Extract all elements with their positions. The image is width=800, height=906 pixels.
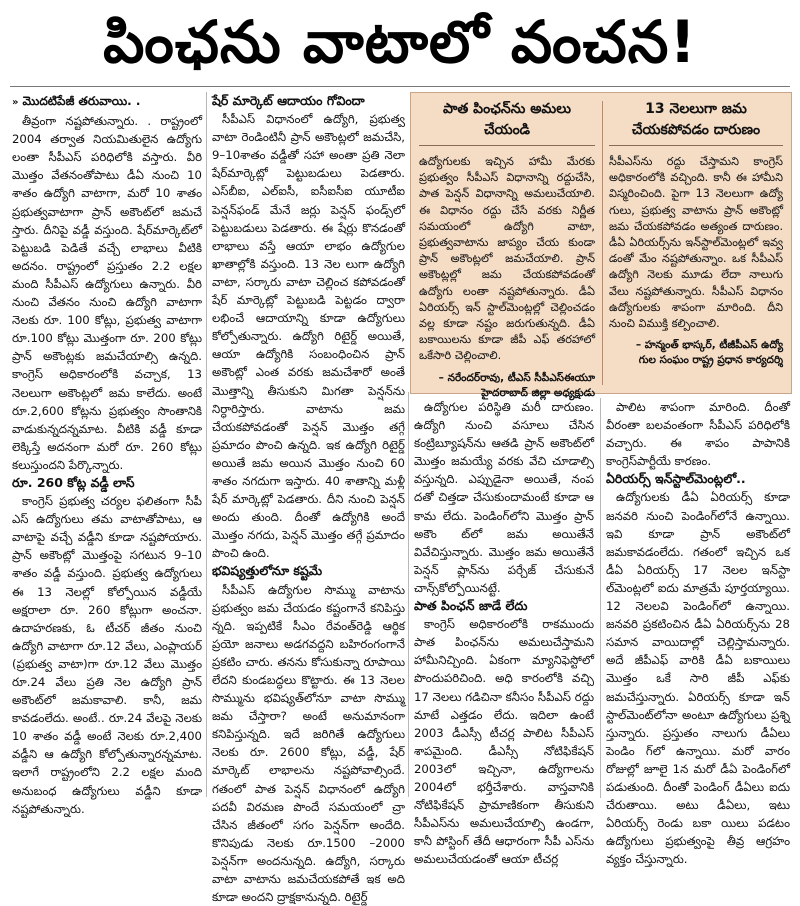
paragraph: తీవ్రంగా నష్టపోతున్నారు. . రాష్ట్రంలో 2004 తర్వాత నియమితులైన ఉద్యోగు లంతా సీపీఎస్ పరిధిలోకి వస్తారు. వీరి మొత్తం వేతనంతోపాటు డీఏ నుంచి 10 శాతం ఉద్యోగి వాటాగా, మరో 10 శాతం ప్రభుత్వవాటాగా ప్రాన్ అకౌంట్‌లో జమచే స్తారు. దీనిపై వడ్డీ వస్తుంది. షేర్‌మార్కెట్‌లో పెట్టుబడి పెడితే వచ్చే లాభాలు వీటికి అదనం. రాష్ట్రంలో ప్రస్తుతం 2.2 లక్షల మంది సీపీఎస్ ఉద్యోగులు ఉన్నారు. వీరి నుంచి వేతనం నుంచి ఉద్యోగి వాటాగా నెలకు రూ. 100 కోట్లు, ప్రభుత్వ వాటాగా రూ.100 కోట్లు మొత్తంగా రూ. 200 కోట్లు ప్రాన్ అకౌంట్లకు జమచేయాల్సి ఉన్నది. కాంగ్రెస్ అధికారంలోకి వచ్చాక, 13 నెలలుగా అకౌంట్లలో జమ కాలేదు. అంటే రూ.2,600 కోట్లను ప్రభుత్వం సొంతానికి వాడుకున్నదన్నమాట. వీటికి వడ్డీ కూడా లెక్కిస్తే అదనంగా మరో రూ. 260 కోట్లు కలుస్తుందని పేర్కొన్నారు.: [12, 114, 202, 472]
paragraph: ఉద్యోగులకు డీఏ ఏరియర్స్ కూడా జనవరి నుంచి పెండింగ్‌లోనే ఉన్నాయి. ఇవి కూడా ప్రాన్ అకౌంట్‌లో జమకావడంలేదు. గతంలో ఇచ్చిన ఒక డీఏ ఏరియర్స్ 17 నెలల ఇన్‌స్టా ల్‌మెంట్లలో ఐదు మాత్రమే పూర్తయ్యాయి. 12 నెలలవి పెండింగ్‌లో ఉన్నాయి. జనవరి ప్రకటించిన డీఏ ఏరియర్స్‌ను 28 సమాన వాయిదాల్లో చెల్లిస్తామన్నారు. అదే జీపీఎఫ్ వారికి డీఏ బకాయిలు మొత్తం ఒకే సారి జీపీ ఎఫ్‌కు జమచేస్తున్నారు. ఏరియర్స్ కూడా ఇన్ స్టాల్‌మెంట్‌లోనా అంటూ ఉద్యోగులు ప్రశ్ని స్తున్నారు. ప్రస్తుతం నాలుగు డీఏలు పెండిం గ్‌లో ఉన్నాయి. మరో వారం రోజుల్లో జూలై 1న మరో డీఏ పెండింగ్‌లో పడుతుంది. దీంతో పెండింగ్ డీఏలు ఐదు చేరుతాయి. అటు డీఏలు, ఇటు ఏరియర్స్ రెండు బకా యిలు పడటం ఉద్యోగులు ప్రభుత్వంపై తీవ్ర ఆగ్రహం వ్యక్తం చేస్తున్నారు.: [606, 490, 790, 867]
quote-text: సీపీఎస్‌ను రద్దు చేస్తామని కాంగ్రెస్ అధికారంలోకి వచ్చింది. కానీ ఈ హామీని విస్మరించింది. పైగా 13 నెలలుగా ఉద్యో గులు, ప్రభుత్వ వాటాను ప్రాన్ అకౌంట్లో జమ చేయకపోవడం అత్యంత దారుణం. డీఏ ఏరియర్స్‌ను ఇన్‌స్టాల్‌మెంట్లలో ఇవ్వ డంతో మేం నష్టపోతున్నాం. ఒక సీపీఎస్ ఉద్యోగి నెలకు మూడు లేదా నాలుగు వేలు నష్టపోతున్నారు. సీపీఎస్ విధానం ఉద్యోగులకు శాపంగా మారింది. దీని నుంచి విముక్తి కల్పించాలి.: [609, 155, 783, 331]
subheading: పాత పింఛన్ జాడే లేదు: [414, 598, 528, 614]
subheading: షేర్ మార్కెట్ ఆదాయం గోవిందా: [212, 93, 365, 108]
quote-signature: – నరేందర్‌రావు, టీఎస్ సీపీఎస్‌ఈయూ: [438, 371, 595, 384]
quote-signature-role: గుల సంఘం రాష్ట్ర ప్రధాన కార్యదర్శి: [638, 354, 783, 367]
column-divider: [408, 392, 409, 797]
paragraph: ఉద్యోగుల పరిస్థితి మరీ దారుణం. ఉద్యోగి నుంచి వసూలు చేసిన కంట్రిబ్యూషన్‌ను ఆతడి ప్రాన్ అకౌంట్‌లో మొత్తం జమయ్యే వరకు వేచి చూడాల్సి వస్తున్నది. ఎప్పుడైనా అయితే, నంప దతో చిత్తడా చేసుకుందామంటే కూడా ఆ కామ లేదు. పెండింగ్‌లోని మొత్తం ప్రాన్ అకౌం ట్‌లో జమ అయితేనే వివేచిస్తున్నారు. మొత్తం జమ అయితేనే పెన్షన్ ప్లాన్‌ను పర్చేజ్ చేసుకునే చాన్స్‌కోల్పోయినట్టే.: [414, 400, 594, 595]
paragraph: కాంగ్రెస్ అధికారంలోకి రాకముందు పాత పింఛన్‌ను అమలుచేస్తామని హామీనిచ్చింది. ఏకంగా మ్యానిఫెస్టోలో పొందుపరిచింది. అధి కారంలోకి వచ్చి 17 నెలలు గడిచినా కనీసం సీపీఎస్ రద్దు మాటే ఎత్తడం లేదు. ఇదిలా ఉంటే 2003 డీఎస్సీ టీచర్ల పాలిట సీపీఎస్ శాపమైంది. డీఎస్సీ నోటిఫికేషన్ 2003లో ఇచ్చినా, ఉద్యోగాలను 2004లో భర్తీచేశారు. వాస్తవానికి నోటిఫికేషన్‌ ప్రామాణికంగా తీసుకుని సీపీఎస్‌ను అమలుచేయాల్సి ఉండగా, కానీ పోస్టింగ్ తేదీ ఆధారంగా సీపీ ఎస్‌ను అమలుచేయడంతో ఆయా టీచర్ల: [414, 617, 594, 867]
subheading: రూ. 260 కోట్ల వడ్డీ లాస్: [12, 474, 135, 490]
paragraph: సీపీఎస్ ఉద్యోగుల సొమ్ము వాటాను ప్రభుత్వం జమ చేయడం కష్టంగానే కనిపిస్తు న్నది. ఇప్పటికే సీఎం రేవంత్‌రెడ్డి ఆర్థిక ప్రయో జనాలు అడగవద్దని బహిరంగంగానే ప్రకటిం చారు. తనను కోసుకున్నా రూపాయి లేదని కుండబద్ధలు కొట్టారు. ఈ 13 నెలల సొమ్మును భవిష్యత్‌లోనూ వాటా సొమ్ము జమ చేస్తారా? అంటే అనుమానంగా కనిపిస్తున్నది. ఇదే జరిగితే ఉద్యోగులు నెలకు రూ. 2600 కోట్లు, వడ్డీ, షేర్ మార్కెట్ లాభాలను నష్టపోవాల్సిందే. గతంలో పాత పెన్షన్ విధానంలో ఉద్యోగి పదవీ విరమణ పొందే సమయంలో చ్రా చేసిన జీతంలో సగం పెన్షన్‌గా అందేది. కొనిపుడు నెలకు రూ.1500 –2000 పెన్షన్‌గా అందనున్నది. ఉద్యోగి, సర్కారు వాటా వాటాను జమచేయకపోతే ఇక అది కూడా అందని ద్రాక్షకానున్నది. రిటైర్డ్: [212, 582, 405, 905]
quote-text: ఉద్యోగులకు ఇచ్చిన హామీ మేరకు ప్రభుత్వం సీపీఎస్ విధానాన్ని రద్దుచేసి, పాత పెన్షన్ విధానాన్ని అమలుచేయాలి. ఈ విధానం రద్దు చేసే వరకు నిర్ణీత సమయంలో ఉద్యోగి వాటా, ప్రభుత్వవాటాను జాప్యం చేయ కుండా ప్రాన్ అకౌంట్లలో జమచేయాలి. ప్రాన్ అకౌంట్లల్లో జమ చేయకపోవడంతో ఉద్యోగు లంతా నష్టపోతున్నారు. డీఏ ఏరియర్స్ ఇన్ స్టాల్‌మెంట్లల్లో చెల్లించడం వల్ల కూడా నష్టం జరుగుతున్నది. డీఏ బకాయిలను కూడా జీపీ ఎఫ్ తరహాలో ఒకేసారి చెల్లించాలి.: [419, 155, 595, 363]
quote-title: పాత పింఛన్‌ను అమలు చేయండి: [419, 99, 595, 146]
paragraph: పాలిట శాపంగా మారింది. దీంతో వీరంతా బలవంతంగా సీపీఎస్ పరిధిలోకి వచ్చారు. ఈ శాపం పాపానికి కాంగ్రెస్‌పార్టీయే కారణం.: [606, 400, 790, 469]
quote-box: [410, 92, 792, 399]
column-2: [212, 92, 405, 905]
continued-kicker: [12, 92, 202, 112]
paragraph: సీపీఎస్ విధానంలో ఉద్యోగి, ప్రభుత్వ వాటా రెండింటినీ ప్రాన్ అకౌంట్లలో జమచేసి, 9–10శాతం వడ్డీతో సహా అంతా ప్రతి నెలా షేర్‌మార్కెట్లో పెట్టుబడులు పెడతారు. ఎస్‌బీఐ, ఎల్‌ఐసీ, ఐసీఐసీఐ యూటీఐ పెన్షన్‌ఫండ్ మేనే జర్లు పెన్షన్ ఫండ్స్‌లో పెట్టుబడులు పెడతారు. ఈ షేర్లు కొనడంతో లాభాలు వస్తే ఆయా లాభం ఉద్యోగుల ఖాతాల్లోకి వస్తుంది. 13 నెల లుగా ఉద్యోగి వాటా, సర్కారు వాటా చెల్లించ కపోవడంతో షేర్ మార్కెట్లో పెట్టుబడి పెట్టడం ద్వారా లభించే ఆదాయాన్ని కూడా ఉద్యోగులు కోల్పోతున్నారు. ఉద్యోగి రిటైర్డ్ అయితే, ఆయా ఉద్యోగికి సంబంధించిన ప్రాన్ అకౌంట్లో ఎంత వరకు జమచేశారో అంతే మొత్తాన్ని తీసుకుని మిగతా పెన్షన్‌ను నిర్ధారిస్తారు. వాటాను జమ చేయకపోవడంతో పెన్షన్ మొత్తం తగ్గే ప్రమాదం పొంచి ఉన్నది. ఇక ఉద్యోగి రిటైర్డ్ అయితే జమ అయిన మొత్తం నుంచి 60 శాతం నగదుగా ఇస్తారు. 40 శాతాన్ని మళ్లీ షేర్ మార్కెట్లో పెడతారు. దీని నుంచి పెన్షన్ అందు తుంది. దీంతో ఉద్యోగికి అందే మొత్తం నగదు, పెన్షన్ మొత్తం తగ్గే ప్రమాదం పొంచి ఉంది.: [212, 112, 405, 561]
headline-rule: [10, 86, 790, 87]
headline: పింఛను వాటాలో వంచన!: [103, 8, 697, 76]
column-1: [12, 92, 202, 816]
box-divider: [602, 101, 603, 385]
subheading: భవిష్యత్తులోనూ కష్టమే: [212, 563, 323, 579]
double-chevron-icon: »: [12, 97, 19, 108]
quote-title: 13 నెలలుగా జమ చేయకపోవడం దారుణం: [609, 99, 783, 146]
quote-left: [419, 99, 595, 401]
quote-signature-role: హైదరాబాద్ జిల్లా అధ్యక్షుడు: [481, 386, 595, 399]
subheading: ఏరియర్స్ ఇన్‌స్టాల్‌మెంట్లలో..: [606, 471, 746, 487]
column-divider: [206, 92, 207, 797]
column-3: [414, 398, 594, 867]
column-divider: [600, 398, 601, 798]
quote-signature: – హన్మంత్ భాస్కర్, టీజీపీఎస్ ఉద్యో: [635, 339, 783, 352]
paragraph: కాంగ్రెస్ ప్రభుత్వ చర్యల ఫలితంగా సీపీ ఎస్ ఉద్యోగులు తమ వాటాతోపాటు, ఆ వాటాపై వచ్చే వడ్డీని కూడా నష్టపోయారు. ప్రాన్ అకౌంట్లో మొత్తంపై సగటున 9–10 శాతం వడ్డీ వస్తుంది. ప్రభుత్వ ఉద్యోగులు ఈ 13 నెలల్లో కోల్పోయిన వడ్డీయే అక్షరాలా రూ. 260 కోట్లుగా అంచనా. ఉదాహరణకు, ఓ టీచర్ జీతం నుంచి ఉద్యోగి వాటాగా రూ.12 వేలు, ఎంప్లాయర్ (ప్రభుత్వ వాటా)గా రూ.12 వేలు మొత్తం రూ.24 వేలు ప్రతి నెల ఉద్యోగి ప్రాన్ అకౌంట్‌లో జమకావాలి. కానీ, జమ కావడంలేదు. అంటే.. రూ.24 వేలపై నెలకు 10 శాతం వడ్డీ అంటే నెలకు రూ.2,400 వడ్డీని ఆ ఉద్యోగి కోల్పోతున్నారన్నమాట. ఇలాగే రాష్ట్రంలోని 2.2 లక్షల మంది అనుబంధ ఉద్యోగులు వడ్డీని కూడా నష్టపోతున్నారు.: [12, 494, 202, 816]
quote-right: [609, 99, 783, 368]
column-4: [606, 398, 790, 867]
kicker-text: మొదటిపేజీ తరువాయి. .: [22, 94, 141, 108]
